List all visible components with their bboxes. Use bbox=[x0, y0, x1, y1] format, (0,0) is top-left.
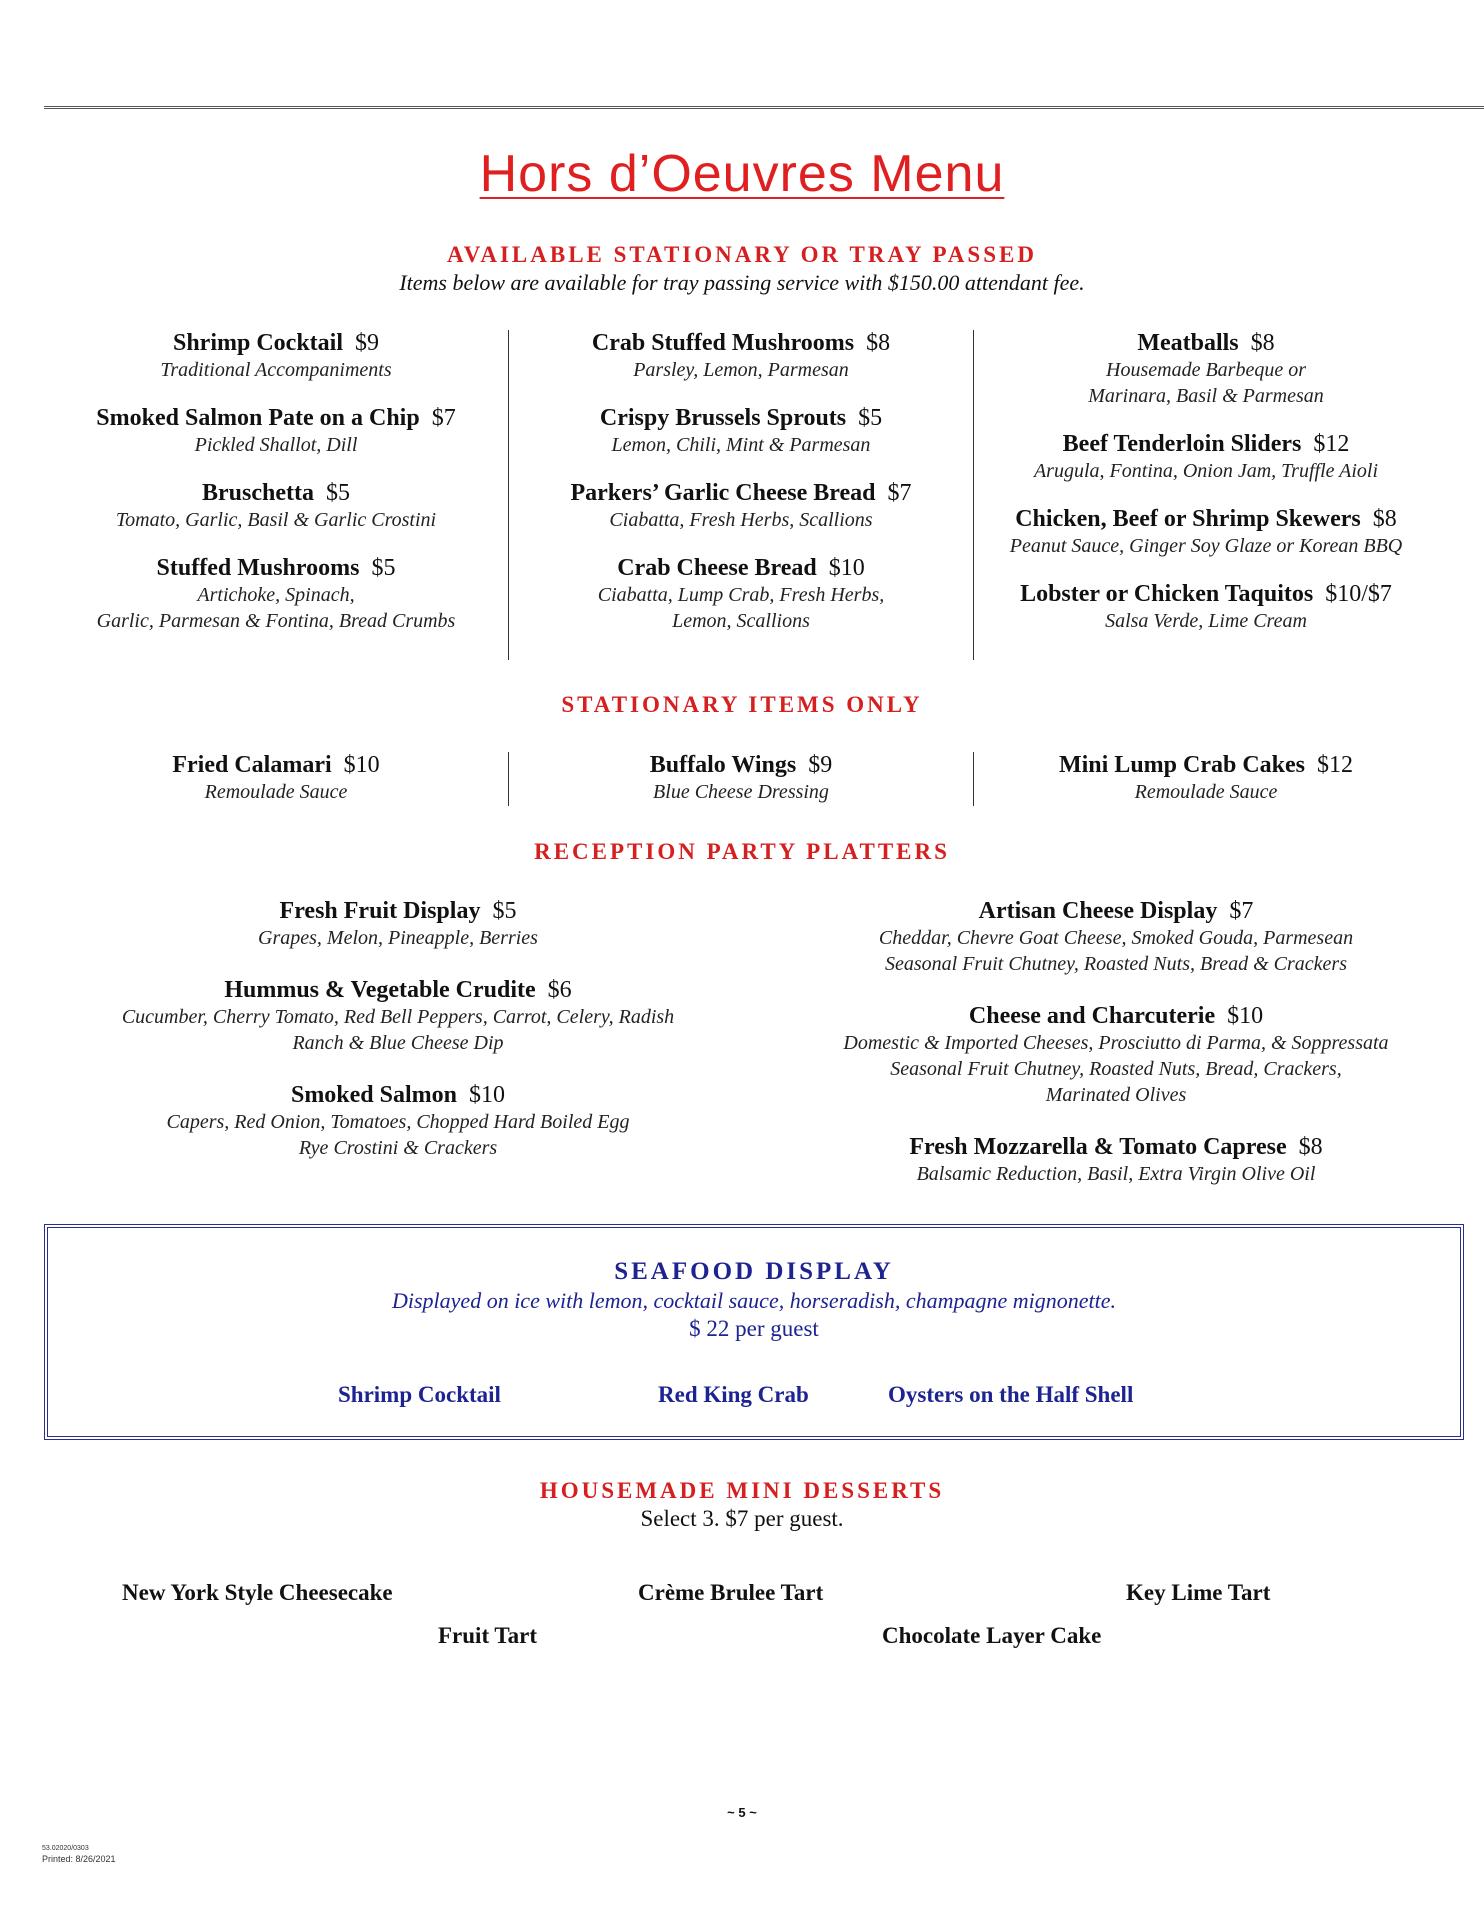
tray-passed-grid bbox=[44, 330, 1460, 660]
item-name: Bruschetta bbox=[202, 480, 314, 506]
item-price: $10 bbox=[343, 752, 380, 778]
menu-item bbox=[44, 977, 752, 1056]
item-description: Seasonal Fruit Chutney, Roasted Nuts, Bread & Crackers bbox=[884, 953, 1347, 975]
item-description: Garlic, Parmesan & Fontina, Bread Crumbs bbox=[96, 610, 456, 632]
dessert-item: Key Lime Tart bbox=[1126, 1580, 1271, 1605]
item-price: $8 bbox=[1298, 1134, 1323, 1160]
item-description: Marinara, Basil & Parmesan bbox=[1088, 385, 1324, 407]
menu-item bbox=[772, 1134, 1460, 1187]
menu-column bbox=[974, 330, 1438, 660]
item-price: $7 bbox=[887, 480, 912, 506]
menu-item bbox=[974, 506, 1438, 559]
menu-title: Hors d’Oeuvres Menu bbox=[479, 145, 1005, 203]
item-price: $6 bbox=[547, 977, 572, 1003]
menu-item bbox=[772, 1003, 1460, 1108]
menu-item bbox=[44, 555, 508, 634]
item-description: Artichoke, Spinach, bbox=[197, 584, 355, 606]
menu-column bbox=[44, 898, 772, 1213]
item-price: $10 bbox=[828, 555, 865, 581]
item-price: $10 bbox=[1227, 1003, 1264, 1029]
top-rule bbox=[44, 106, 1484, 109]
menu-column bbox=[44, 330, 508, 660]
menu-column bbox=[772, 898, 1460, 1213]
seafood-display-box bbox=[44, 1224, 1464, 1440]
item-name: Stuffed Mushrooms bbox=[156, 555, 360, 581]
item-name: Crab Stuffed Mushrooms bbox=[591, 330, 855, 356]
menu-item bbox=[44, 480, 508, 533]
item-name: Fried Calamari bbox=[172, 752, 332, 778]
item-name: Hummus & Vegetable Crudite bbox=[224, 977, 536, 1003]
menu-item bbox=[509, 480, 973, 533]
item-name: Lobster or Chicken Taquitos bbox=[1020, 581, 1314, 607]
item-name: Mini Lump Crab Cakes bbox=[1058, 752, 1306, 778]
item-description: Ranch & Blue Cheese Dip bbox=[292, 1032, 504, 1054]
printed-date: Printed: 8/26/2021 bbox=[42, 1854, 116, 1864]
item-price: $8 bbox=[866, 330, 891, 356]
item-description: Lemon, Scallions bbox=[672, 610, 810, 632]
section-heading: AVAILABLE STATIONARY OR TRAY PASSED bbox=[447, 242, 1037, 267]
item-description: Remoulade Sauce bbox=[1134, 781, 1278, 803]
title-block bbox=[0, 144, 1484, 204]
item-price: $7 bbox=[431, 405, 456, 431]
item-description: Marinated Olives bbox=[1045, 1084, 1187, 1106]
menu-column bbox=[509, 752, 973, 806]
item-name: Parkers’ Garlic Cheese Bread bbox=[570, 480, 876, 506]
item-description: Capers, Red Onion, Tomatoes, Chopped Hard Boiled Egg bbox=[166, 1111, 630, 1133]
menu-item bbox=[772, 898, 1460, 977]
item-price: $7 bbox=[1229, 898, 1254, 924]
menu-item bbox=[974, 330, 1438, 409]
item-price: $5 bbox=[371, 555, 396, 581]
item-price: $5 bbox=[492, 898, 517, 924]
item-name: Chicken, Beef or Shrimp Skewers bbox=[1015, 506, 1361, 532]
dessert-item: Fruit Tart bbox=[438, 1623, 538, 1648]
section-heading: HOUSEMADE MINI DESSERTS bbox=[539, 1478, 945, 1503]
item-description: Ciabatta, Lump Crab, Fresh Herbs, bbox=[597, 584, 885, 606]
item-description: Grapes, Melon, Pineapple, Berries bbox=[258, 927, 538, 949]
seafood-item: Red King Crab bbox=[658, 1382, 809, 1407]
section-platters-header bbox=[0, 839, 1484, 865]
menu-item bbox=[44, 898, 752, 951]
menu-item bbox=[509, 405, 973, 458]
item-description: Balsamic Reduction, Basil, Extra Virgin Olive Oil bbox=[916, 1163, 1316, 1185]
seafood-price: $ 22 per guest bbox=[689, 1316, 819, 1341]
item-description: Remoulade Sauce bbox=[204, 781, 348, 803]
menu-item bbox=[44, 330, 508, 383]
item-name: Fresh Fruit Display bbox=[279, 898, 481, 924]
item-price: $8 bbox=[1372, 506, 1397, 532]
seafood-item: Oysters on the Half Shell bbox=[888, 1382, 1134, 1407]
item-price: $5 bbox=[325, 480, 350, 506]
item-description: Domestic & Imported Cheeses, Prosciutto di Parma, & Soppressata bbox=[843, 1032, 1389, 1054]
item-description: Parsley, Lemon, Parmesan bbox=[633, 359, 849, 381]
item-description: Seasonal Fruit Chutney, Roasted Nuts, Bread, Crackers, bbox=[890, 1058, 1342, 1080]
item-name: Cheese and Charcuterie bbox=[968, 1003, 1216, 1029]
item-price: $9 bbox=[355, 330, 379, 356]
item-price: $9 bbox=[808, 752, 833, 778]
menu-column bbox=[44, 752, 508, 806]
menu-item bbox=[44, 405, 508, 458]
item-name: Smoked Salmon bbox=[290, 1082, 458, 1108]
menu-column bbox=[509, 330, 973, 660]
section-heading: STATIONARY ITEMS ONLY bbox=[561, 692, 923, 717]
seafood-item: Shrimp Cocktail bbox=[338, 1382, 501, 1407]
item-description: Salsa Verde, Lime Cream bbox=[1105, 610, 1307, 632]
page-number: ~ 5 ~ bbox=[727, 1805, 757, 1820]
dessert-item: Chocolate Layer Cake bbox=[882, 1623, 1102, 1648]
item-description: Cucumber, Cherry Tomato, Red Bell Peppers, Carrot, Celery, Radish bbox=[121, 1006, 675, 1028]
dessert-item: New York Style Cheesecake bbox=[122, 1580, 393, 1605]
menu-item bbox=[974, 581, 1438, 634]
item-name: Beef Tenderloin Sliders bbox=[1062, 431, 1302, 457]
item-description: Rye Crostini & Crackers bbox=[298, 1137, 498, 1159]
item-price: $12 bbox=[1313, 431, 1350, 457]
menu-item bbox=[44, 1082, 752, 1161]
item-description: Blue Cheese Dressing bbox=[653, 781, 829, 803]
item-name: Crab Cheese Bread bbox=[617, 555, 817, 581]
item-description: Pickled Shallot, Dill bbox=[194, 434, 358, 456]
item-description: Traditional Accompaniments bbox=[160, 359, 392, 381]
section-subtitle: Items below are available for tray passing service with $150.00 attendant fee. bbox=[399, 270, 1085, 295]
section-desserts-header bbox=[0, 1478, 1484, 1532]
item-price: $8 bbox=[1250, 330, 1275, 356]
item-price: $10 bbox=[469, 1082, 506, 1108]
item-name: Crispy Brussels Sprouts bbox=[599, 405, 847, 431]
item-description: Tomato, Garlic, Basil & Garlic Crostini bbox=[115, 509, 437, 531]
stationary-grid bbox=[44, 752, 1460, 806]
item-name: Buffalo Wings bbox=[649, 752, 797, 778]
seafood-heading: SEAFOOD DISPLAY bbox=[614, 1258, 894, 1285]
section-heading: RECEPTION PARTY PLATTERS bbox=[534, 839, 950, 864]
menu-item bbox=[974, 431, 1438, 484]
seafood-subtitle: Displayed on ice with lemon, cocktail sauce, horseradish, champagne mignonette. bbox=[391, 1288, 1117, 1313]
menu-item bbox=[509, 330, 973, 383]
menu-column bbox=[974, 752, 1438, 806]
item-description: Peanut Sauce, Ginger Soy Glaze or Korean BBQ bbox=[1009, 535, 1403, 557]
item-name: Smoked Salmon Pate on a Chip bbox=[96, 405, 420, 431]
item-description: Cheddar, Chevre Goat Cheese, Smoked Gouda, Parmesean bbox=[878, 927, 1354, 949]
item-name: Shrimp Cocktail bbox=[172, 330, 343, 356]
section-stationary-header bbox=[0, 692, 1484, 718]
section-subtitle: Select 3. $7 per guest. bbox=[640, 1506, 844, 1531]
document-code: 53.02020/0303 bbox=[42, 1845, 89, 1852]
platters-grid bbox=[44, 898, 1460, 1213]
item-name: Fresh Mozzarella & Tomato Caprese bbox=[909, 1134, 1287, 1160]
item-description: Ciabatta, Fresh Herbs, Scallions bbox=[609, 509, 873, 531]
item-price: $5 bbox=[858, 405, 883, 431]
item-price: $10/$7 bbox=[1325, 581, 1392, 607]
menu-item bbox=[509, 555, 973, 634]
item-name: Meatballs bbox=[1137, 330, 1239, 356]
item-description: Arugula, Fontina, Onion Jam, Truffle Aioli bbox=[1033, 460, 1379, 482]
item-price: $12 bbox=[1317, 752, 1354, 778]
section-tray-passed-header bbox=[0, 242, 1484, 296]
seafood-items bbox=[48, 1382, 1460, 1412]
item-description: Lemon, Chili, Mint & Parmesan bbox=[611, 434, 871, 456]
item-description: Housemade Barbeque or bbox=[1106, 359, 1306, 381]
dessert-item: Crème Brulee Tart bbox=[638, 1580, 824, 1605]
item-name: Artisan Cheese Display bbox=[978, 898, 1218, 924]
